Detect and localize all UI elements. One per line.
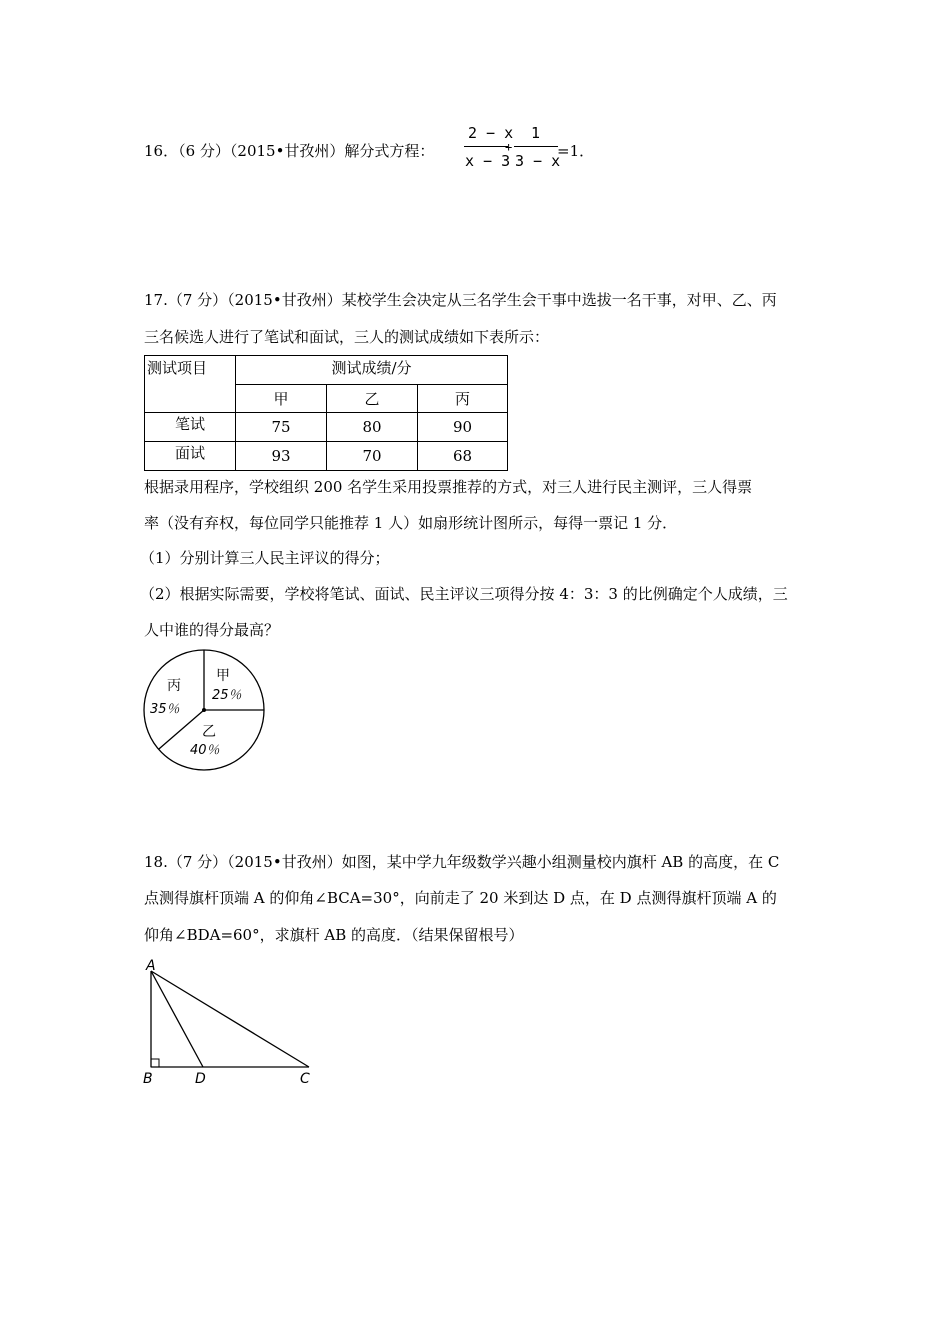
table-cell: 70 bbox=[327, 442, 418, 471]
q16-frac2-bar bbox=[514, 146, 558, 147]
q17-line-6: （2）根据实际需要，学校将笔试、面试、民主评议三项得分按 4：3：3 的比例确定个人成绩，三 bbox=[140, 585, 788, 603]
pie-center-dot bbox=[202, 708, 206, 712]
table-cell: 80 bbox=[327, 413, 418, 442]
q16-prefix: 16．（6 分）（2015•甘孜州）解分式方程： bbox=[144, 142, 435, 160]
table-cell: 75 bbox=[236, 413, 327, 442]
label-c: C bbox=[300, 1071, 310, 1087]
q18-line-1: 18.（7 分）（2015•甘孜州）如图，某中学九年级数学兴趣小组测量校内旗杆 AB 的高度，在 C bbox=[144, 853, 780, 871]
q17-line-5: （1）分别计算三人民主评议的得分； bbox=[140, 549, 390, 567]
table-corner-cell: 测试项目 bbox=[145, 356, 236, 413]
pie-label-jia: 甲 bbox=[216, 668, 230, 684]
q16-frac2-denominator: 3 − x bbox=[515, 152, 561, 170]
table-cell: 68 bbox=[418, 442, 508, 471]
table-header-yi: 乙 bbox=[327, 385, 418, 413]
flagpole-triangle-figure bbox=[140, 955, 320, 1090]
q17-line-2: 三名候选人进行了笔试和面试，三人的测试成绩如下表所示： bbox=[144, 328, 550, 346]
q16-frac1-numerator: 2 − x bbox=[468, 124, 514, 142]
label-a: A bbox=[146, 958, 156, 974]
table-group-header: 测试成绩/分 bbox=[236, 356, 508, 385]
table-header-jia: 甲 bbox=[236, 385, 327, 413]
table-cell: 93 bbox=[236, 442, 327, 471]
table-row bbox=[145, 442, 508, 471]
pie-value-yi: 40％ bbox=[190, 743, 220, 758]
pie-label-bing: 丙 bbox=[167, 678, 181, 694]
q16-frac2-numerator: 1 bbox=[531, 124, 541, 142]
q16-frac1-bar bbox=[464, 146, 508, 147]
pie-label-yi: 乙 bbox=[202, 724, 216, 740]
pie-value-jia: 25％ bbox=[212, 688, 242, 703]
table-row-label: 笔试 bbox=[145, 413, 236, 442]
pie-value-bing: 35％ bbox=[150, 702, 180, 717]
q16-suffix: =1． bbox=[557, 142, 595, 160]
table-cell: 90 bbox=[418, 413, 508, 442]
table-row-label: 面试 bbox=[145, 442, 236, 471]
label-b: B bbox=[143, 1071, 153, 1087]
segment-ac bbox=[151, 971, 309, 1067]
q17-line-1: 17.（7 分）（2015•甘孜州）某校学生会决定从三名学生会干事中选拔一名干事，对甲、乙、丙 bbox=[144, 291, 777, 309]
q18-line-2: 点测得旗杆顶端 A 的仰角∠BCA=30°，向前走了 20 米到达 D 点，在 D 点测得旗杆顶端 A 的 bbox=[144, 889, 777, 907]
right-angle-mark bbox=[151, 1059, 159, 1067]
table-header-bing: 丙 bbox=[418, 385, 508, 413]
q16-plus: + bbox=[505, 140, 513, 154]
score-table bbox=[144, 355, 508, 471]
q17-line-3: 根据录用程序，学校组织 200 名学生采用投票推荐的方式，对三人进行民主测评，三人得票 bbox=[144, 478, 753, 496]
segment-ad bbox=[151, 971, 203, 1067]
q17-line-7: 人中谁的得分最高？ bbox=[144, 621, 280, 639]
q16-frac1-denominator: x − 3 bbox=[465, 152, 511, 170]
q18-line-3: 仰角∠BDA=60°，求旗杆 AB 的高度．（结果保留根号） bbox=[144, 926, 524, 944]
table-row bbox=[145, 413, 508, 442]
label-d: D bbox=[195, 1071, 206, 1087]
q17-line-4: 率（没有弃权，每位同学只能推荐 1 人）如扇形统计图所示，每得一票记 1 分． bbox=[144, 514, 678, 532]
vote-pie-chart bbox=[140, 647, 270, 773]
